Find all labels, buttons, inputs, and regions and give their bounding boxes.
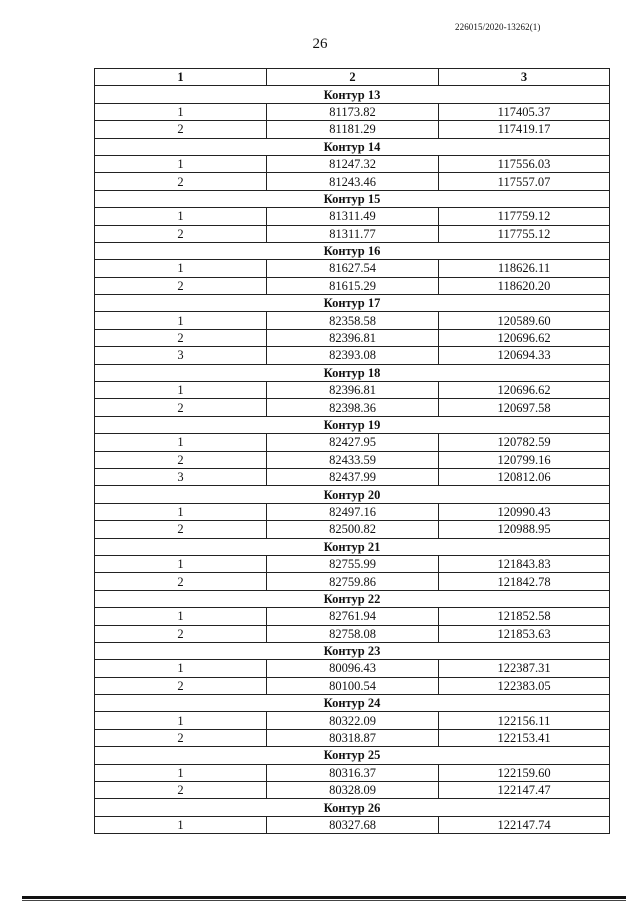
point-number-cell: 1 [95,816,267,833]
x-coordinate-cell: 82758.08 [267,625,439,642]
point-number-cell: 1 [95,434,267,451]
contour-title-row [95,138,610,155]
contour-title: Контур 15 [95,190,610,207]
contour-title: Контур 16 [95,242,610,259]
y-coordinate-cell: 122147.47 [439,782,610,799]
table-row [95,660,610,677]
table-row [95,434,610,451]
contour-title-row [95,538,610,555]
y-coordinate-cell: 120696.62 [439,382,610,399]
y-coordinate-cell: 120782.59 [439,434,610,451]
x-coordinate-cell: 82755.99 [267,555,439,572]
contour-title-row [95,86,610,103]
x-coordinate-cell: 82433.59 [267,451,439,468]
point-number-cell: 2 [95,729,267,746]
table-row [95,260,610,277]
contour-title: Контур 14 [95,138,610,155]
point-number-cell: 2 [95,521,267,538]
contour-title-row [95,747,610,764]
x-coordinate-cell: 81181.29 [267,121,439,138]
contour-title: Контур 23 [95,642,610,659]
y-coordinate-cell: 117556.03 [439,155,610,172]
point-number-cell: 2 [95,121,267,138]
y-coordinate-cell: 121852.58 [439,608,610,625]
y-coordinate-cell: 117755.12 [439,225,610,242]
table-row [95,225,610,242]
point-number-cell: 2 [95,677,267,694]
table-row [95,451,610,468]
y-coordinate-cell: 117419.17 [439,121,610,138]
contour-title-row [95,642,610,659]
coordinates-table [94,68,610,834]
y-coordinate-cell: 120697.58 [439,399,610,416]
column-header: 2 [267,69,439,86]
point-number-cell: 1 [95,660,267,677]
point-number-cell: 1 [95,155,267,172]
point-number-cell: 2 [95,277,267,294]
table-row [95,764,610,781]
column-header: 3 [439,69,610,86]
table-row [95,347,610,364]
point-number-cell: 2 [95,451,267,468]
x-coordinate-cell: 80100.54 [267,677,439,694]
x-coordinate-cell: 82358.58 [267,312,439,329]
x-coordinate-cell: 82759.86 [267,573,439,590]
table-row [95,103,610,120]
table-header-row [95,69,610,86]
y-coordinate-cell: 120988.95 [439,521,610,538]
x-coordinate-cell: 81243.46 [267,173,439,190]
contour-title: Контур 21 [95,538,610,555]
point-number-cell: 2 [95,399,267,416]
x-coordinate-cell: 82500.82 [267,521,439,538]
x-coordinate-cell: 80318.87 [267,729,439,746]
table-row [95,555,610,572]
table-row [95,329,610,346]
y-coordinate-cell: 118620.20 [439,277,610,294]
x-coordinate-cell: 82398.36 [267,399,439,416]
table-row [95,208,610,225]
point-number-cell: 1 [95,260,267,277]
table-row [95,382,610,399]
x-coordinate-cell: 81247.32 [267,155,439,172]
table-row [95,399,610,416]
x-coordinate-cell: 80328.09 [267,782,439,799]
x-coordinate-cell: 82497.16 [267,503,439,520]
y-coordinate-cell: 122156.11 [439,712,610,729]
point-number-cell: 2 [95,173,267,190]
x-coordinate-cell: 82396.81 [267,329,439,346]
contour-title-row [95,799,610,816]
y-coordinate-cell: 117759.12 [439,208,610,225]
table-row [95,608,610,625]
point-number-cell: 2 [95,625,267,642]
y-coordinate-cell: 117405.37 [439,103,610,120]
y-coordinate-cell: 122387.31 [439,660,610,677]
y-coordinate-cell: 120696.62 [439,329,610,346]
contour-title-row [95,590,610,607]
table-row [95,503,610,520]
table-row [95,816,610,833]
y-coordinate-cell: 121842.78 [439,573,610,590]
y-coordinate-cell: 122159.60 [439,764,610,781]
x-coordinate-cell: 80096.43 [267,660,439,677]
contour-title-row [95,695,610,712]
contour-title: Контур 13 [95,86,610,103]
table-row [95,312,610,329]
contour-title-row [95,416,610,433]
point-number-cell: 1 [95,503,267,520]
column-header: 1 [95,69,267,86]
x-coordinate-cell: 81615.29 [267,277,439,294]
point-number-cell: 1 [95,312,267,329]
y-coordinate-cell: 121853.63 [439,625,610,642]
contour-title: Контур 26 [95,799,610,816]
point-number-cell: 3 [95,347,267,364]
contour-title: Контур 24 [95,695,610,712]
footer-rule [22,896,626,899]
table-row [95,277,610,294]
table-row [95,625,610,642]
x-coordinate-cell: 80316.37 [267,764,439,781]
footer-rule-thin [22,900,626,901]
document-id: 226015/2020-13262(1) [455,22,541,32]
point-number-cell: 1 [95,208,267,225]
x-coordinate-cell: 81311.49 [267,208,439,225]
point-number-cell: 3 [95,468,267,485]
point-number-cell: 1 [95,712,267,729]
x-coordinate-cell: 80322.09 [267,712,439,729]
x-coordinate-cell: 82437.99 [267,468,439,485]
y-coordinate-cell: 118626.11 [439,260,610,277]
y-coordinate-cell: 121843.83 [439,555,610,572]
contour-title-row [95,190,610,207]
contour-title: Контур 18 [95,364,610,381]
x-coordinate-cell: 80327.68 [267,816,439,833]
contour-title-row [95,486,610,503]
table-row [95,468,610,485]
contour-title: Контур 19 [95,416,610,433]
table-row [95,782,610,799]
y-coordinate-cell: 120990.43 [439,503,610,520]
y-coordinate-cell: 120812.06 [439,468,610,485]
point-number-cell: 1 [95,608,267,625]
contour-title-row [95,242,610,259]
table-row [95,521,610,538]
y-coordinate-cell: 117557.07 [439,173,610,190]
point-number-cell: 2 [95,782,267,799]
contour-title: Контур 22 [95,590,610,607]
contour-title-row [95,295,610,312]
table-row [95,173,610,190]
x-coordinate-cell: 82761.94 [267,608,439,625]
table-row [95,677,610,694]
table-row [95,121,610,138]
y-coordinate-cell: 120799.16 [439,451,610,468]
y-coordinate-cell: 120589.60 [439,312,610,329]
table-row [95,573,610,590]
x-coordinate-cell: 81173.82 [267,103,439,120]
contour-title: Контур 25 [95,747,610,764]
point-number-cell: 1 [95,555,267,572]
x-coordinate-cell: 82393.08 [267,347,439,364]
point-number-cell: 1 [95,764,267,781]
contour-title-row [95,364,610,381]
table-body [95,86,610,834]
point-number-cell: 2 [95,225,267,242]
y-coordinate-cell: 122383.05 [439,677,610,694]
page-number: 26 [312,36,328,52]
contour-title: Контур 20 [95,486,610,503]
table-row [95,729,610,746]
table-row [95,155,610,172]
point-number-cell: 1 [95,382,267,399]
y-coordinate-cell: 122153.41 [439,729,610,746]
point-number-cell: 1 [95,103,267,120]
x-coordinate-cell: 81311.77 [267,225,439,242]
contour-title: Контур 17 [95,295,610,312]
point-number-cell: 2 [95,573,267,590]
point-number-cell: 2 [95,329,267,346]
y-coordinate-cell: 120694.33 [439,347,610,364]
x-coordinate-cell: 82396.81 [267,382,439,399]
y-coordinate-cell: 122147.74 [439,816,610,833]
table-row [95,712,610,729]
x-coordinate-cell: 81627.54 [267,260,439,277]
x-coordinate-cell: 82427.95 [267,434,439,451]
